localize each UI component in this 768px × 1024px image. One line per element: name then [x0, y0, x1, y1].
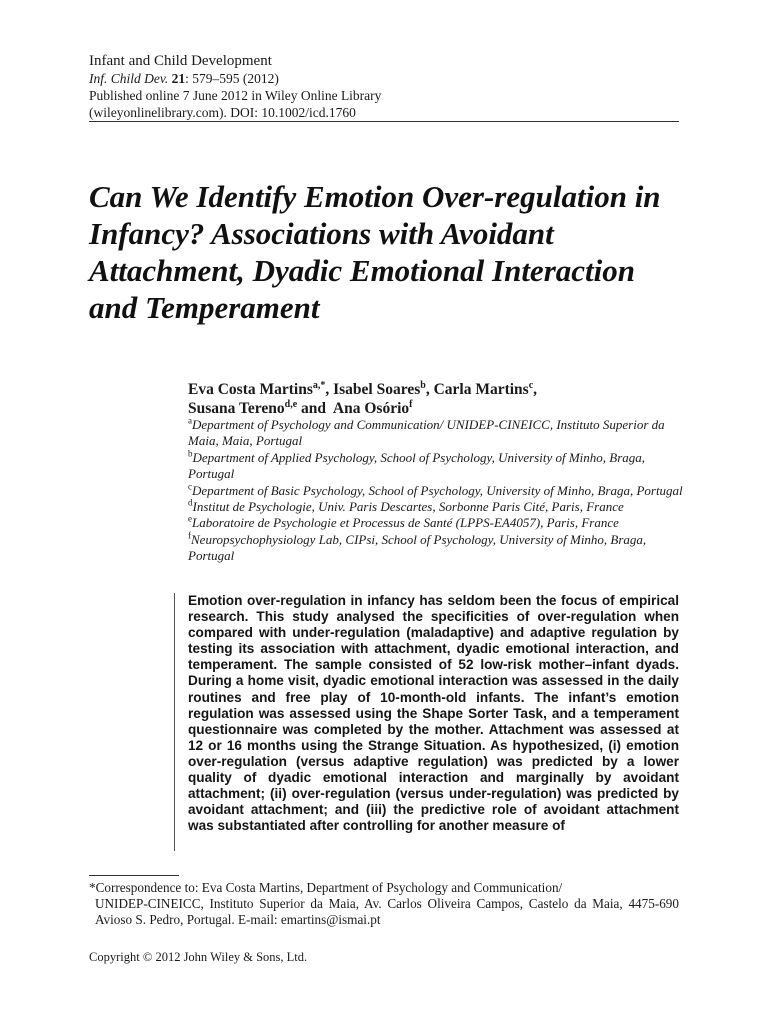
affiliation: [188, 483, 688, 499]
abstract-text: Emotion over-regulation in infancy has seldom been the focus of empirical research. This study analysed the specificities of over-regulation when compared with under-regulation (maladaptive) and adaptive regulation by testing its association with attachment, dyadic emotional interaction, and temperament. The sample consisted of 52 low-risk mother–infant dyads. During a home visit, dyadic emotional interaction was assessed in the daily routines and free play of 10-month-old infants. The infant’s emotion regulation was assessed using the Shape Sorter Task, and a temperament questionnaire was completed by the mother. Attachment was assessed at 12 or 16 months using the Strange Situation. As hypothesized, (i) emotion over-regulation (versus adaptive regulation) was predicted by a lower quality of dyadic emotional interaction and marginally by avoidant attachment; (ii) over-regulation (versus under-regulation) was predicted by avoidant attachment; and (iii) the predictive role of avoidant attachment was substantiated after controlling for another measure of: [188, 593, 679, 834]
affiliation: [188, 532, 688, 565]
affiliation-text: Laboratoire de Psychologie et Processus de Santé (LPPS-EA4057), Paris, France: [192, 515, 619, 531]
journal-citation: [89, 70, 679, 87]
affiliation-sup: e: [188, 514, 192, 525]
author-sup: f: [409, 398, 413, 410]
journal-header: [89, 52, 679, 121]
affiliation-sup: d: [188, 497, 193, 508]
footnote-line1: *Correspondence to: Eva Costa Martins, Department of Psychology and Communication/: [89, 880, 563, 895]
copyright: Copyright © 2012 John Wiley & Sons, Ltd.: [89, 950, 308, 964]
article-title: Can We Identify Emotion Over-regulation in Infancy? Associations with Avoidant Attachment, Dyadic Emotional Interaction and Temperament: [89, 179, 661, 325]
footnote-rule: [89, 875, 179, 876]
author-sep: ,: [533, 381, 538, 398]
author-sup: d,e: [284, 398, 298, 410]
affiliation-text: Department of Applied Psychology, School of Psychology, University of Minho, Braga, Portugal: [188, 449, 646, 482]
author-sep: ,: [325, 381, 334, 398]
affiliation: [188, 450, 688, 483]
affiliation-sup: b: [188, 448, 193, 459]
author-name: Ana Osório: [332, 400, 410, 417]
author-sep: ,: [425, 381, 434, 398]
journal-name: Infant and Child Development: [89, 53, 272, 69]
author-name: Isabel Soares: [333, 381, 421, 398]
affiliation-sup: c: [188, 481, 192, 492]
author-name: Susana Tereno: [188, 400, 285, 417]
affiliation: [188, 499, 688, 515]
correspondence-footnote: [89, 880, 679, 928]
affiliation-text: Department of Basic Psychology, School of Psychology, University of Minho, Braga, Portugal: [192, 482, 683, 498]
author-list: [188, 380, 688, 418]
affiliation: [188, 515, 688, 531]
affiliation-list: [188, 417, 688, 565]
footnote-rest: UNIDEP-CINEICC, Instituto Superior da Maia, Av. Carlos Oliveira Campos, Castelo da Maia, 4475-690 Avioso S. Pedro, Portugal. E-mail: emartins@ismai.pt: [95, 896, 679, 927]
doi-line: (wileyonlinelibrary.com). DOI: 10.1002/icd.1760: [89, 105, 356, 120]
author-sup: c: [528, 379, 534, 391]
affiliation-sup: f: [188, 530, 191, 541]
published-line: Published online 7 June 2012 in Wiley Online Library: [89, 88, 382, 103]
author-name: Carla Martins: [433, 381, 529, 398]
affiliation-text: Institut de Psychologie, Univ. Paris Descartes, Sorbonne Paris Cité, Paris, France: [192, 499, 624, 515]
citation-volume: 21: [171, 71, 186, 86]
abstract: [174, 593, 679, 851]
affiliation: [188, 417, 688, 450]
header-rule: [89, 121, 679, 122]
citation-pages: : 579–595 (2012): [185, 71, 279, 86]
author-sup: b: [420, 379, 426, 391]
author-sup: a,*: [312, 379, 326, 391]
citation-abbrev: Inf. Child Dev.: [89, 71, 169, 86]
author-name: Eva Costa Martins: [188, 381, 313, 398]
affiliation-text: Neuropsychophysiology Lab, CIPsi, School of Psychology, University of Minho, Braga, Portugal: [188, 531, 647, 564]
affiliation-text: Department of Psychology and Communication/ UNIDEP-CINEICC, Instituto Superior da Maia, Maia, Portugal: [188, 417, 665, 449]
affiliation-sup: a: [188, 415, 192, 426]
author-sep: and: [297, 400, 330, 417]
